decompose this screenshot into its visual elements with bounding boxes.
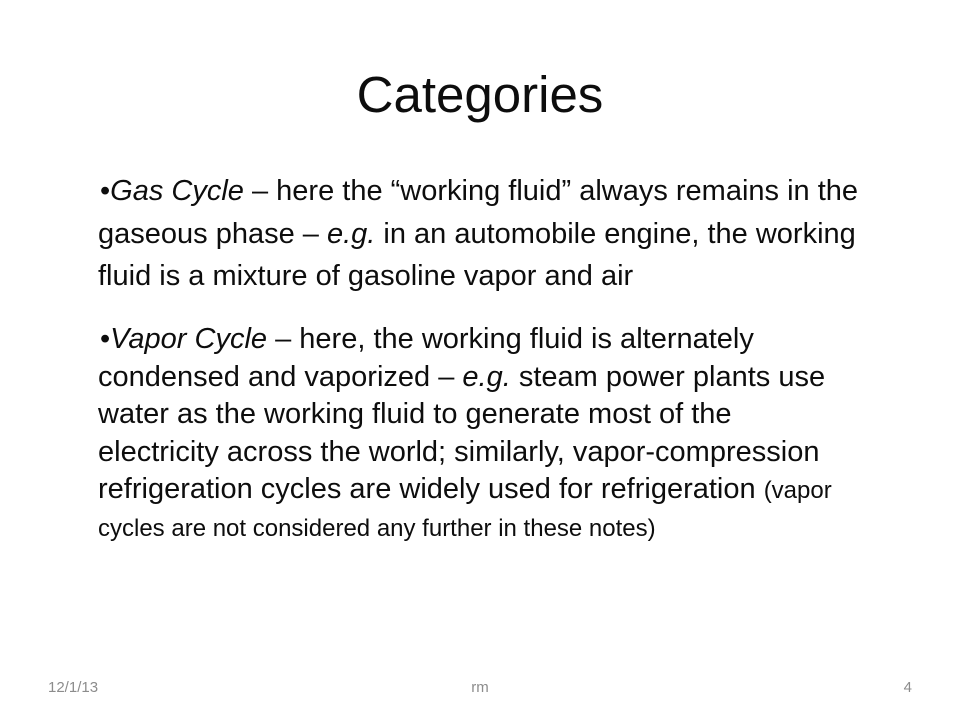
line-text: electricity across the world; similarly, vapor-compression	[98, 435, 820, 468]
eg-abbreviation: e.g.	[462, 360, 511, 393]
line-text: – here the “working fluid” always remains in the	[243, 175, 859, 207]
line-text: refrigeration cycles are widely used for refrigeration	[98, 473, 764, 505]
line-text: in an automobile engine, the working	[375, 217, 856, 250]
bullet-line	[98, 471, 832, 509]
bullet-line	[98, 434, 819, 472]
parenthetical-note: (vapor	[763, 477, 832, 504]
line-text: fluid is a mixture of gasoline vapor and air	[98, 260, 634, 292]
footer-page-number: 4	[903, 679, 912, 696]
parenthetical-note: cycles are not considered any further in these notes)	[98, 514, 656, 542]
bullet-line	[98, 396, 732, 434]
footer-author: rm	[471, 679, 489, 696]
slide-title: Categories	[356, 66, 604, 123]
italic-term: Gas Cycle	[110, 175, 244, 207]
bullet-line	[100, 170, 858, 213]
bullet-marker: •	[100, 175, 111, 207]
footer-date: 12/1/13	[48, 679, 99, 696]
bullet-line	[98, 359, 825, 397]
line-text: water as the working fluid to generate most of the	[98, 398, 732, 430]
italic-term: Vapor Cycle	[110, 323, 268, 355]
line-text: condensed and vaporized –	[98, 360, 463, 393]
line-text: gaseous phase –	[98, 217, 327, 250]
bullet-line	[98, 255, 633, 298]
bullet-marker: •	[100, 323, 111, 355]
eg-abbreviation: e.g.	[326, 217, 376, 250]
line-text: – here, the working fluid is alternately	[267, 323, 754, 355]
bullet-line	[98, 213, 856, 256]
line-text: steam power plants use	[510, 360, 826, 393]
bullet-line	[98, 509, 656, 547]
bullet-line	[100, 321, 754, 359]
